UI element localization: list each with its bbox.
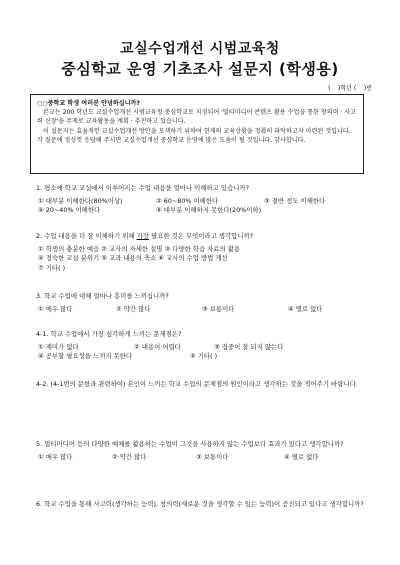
question-6	[36, 500, 372, 510]
option[interactable]: ③ 집중이 잘 되지 않는다	[214, 342, 284, 351]
option[interactable]: ① 학생의 충분한 예습 ② 교사의 자세한 설명 ③ 다양한 학습 자료의 활용	[38, 244, 241, 253]
options	[38, 197, 372, 216]
option-row	[38, 352, 372, 362]
option[interactable]: ① 매우 많다	[38, 304, 73, 313]
option[interactable]: ① 재미가 없다	[38, 342, 79, 351]
intro-box	[30, 94, 364, 174]
option[interactable]: ⑦ 기타( )	[38, 263, 66, 272]
option[interactable]: ④ 공부할 필요성을 느끼지 못한다	[38, 352, 133, 361]
intro-paragraph-1: 본교는 200 학년도 교실수업개선 시범교육청 중심학교로 지정되어 '멀티미디어 콘텐츠 활용 수업을 통한 창의력 · 사고력 신장'을 주제로 교육활동을 계획 · 추진하고 있습니다.	[37, 109, 357, 126]
option[interactable]: ② 60~80% 이해한다	[156, 196, 219, 205]
option[interactable]: ③ 보통이다	[202, 304, 235, 313]
option-row	[38, 245, 372, 255]
option[interactable]: ④ 별로 없다	[284, 452, 319, 461]
option[interactable]: ① 대부분 이해한다(80%이상)	[38, 196, 123, 205]
intro-paragraph-2: 이 설문지는 효율적인 교실수업개선 방안을 모색하기 위하여 현재의 교육상황을 정확히 파악하고자 마련된 것입니다. 각 질문에 정성껏 응답해 주시면 교실수업개선 중심학교 운영에 많은 도움이 될 것입니다. 감사합니다.	[37, 127, 351, 144]
option[interactable]: ⑤ 대부분 이해하지 못한다(20%이하)	[156, 206, 262, 215]
question-text: 4-1. 학교 수업에서 가장 심각하게 느끼는 문제점은?	[36, 330, 182, 338]
option-row	[38, 343, 372, 353]
question-4-2	[36, 380, 372, 390]
question-text: 6. 학교 수업을 통해 사고력(생각하는 능력), 창의력(새로운 것을 생각할 수 있는 능력)이 증진되고 있다고 생각합니까?	[36, 500, 364, 508]
option[interactable]: ④ 20~40% 이해한다	[38, 206, 101, 215]
question-text: 3. 학교 수업에 대해 얼마나 흥미를 느끼십니까?	[36, 292, 169, 300]
question-text: 5. 멀티미디어 등의 다양한 매체를 활용하는 수업이 그것을 사용하지 않는 수업보다 효과가 있다고 생각합니까?	[36, 440, 344, 448]
grade-class-field: ( )학년 ( )반	[328, 85, 372, 92]
option[interactable]: ④ 별로 없다	[288, 304, 323, 313]
question-3	[36, 292, 372, 314]
option[interactable]: ⑤ 기타( )	[190, 352, 218, 361]
question-5	[36, 440, 372, 462]
option[interactable]: ④ 정숙한 교실 분위기 ⑤ 교과 내용의 축소 ⑥ 교사의 수업 방법 개선	[38, 254, 228, 263]
question-text: 4-2. (4-1번의 문항과 관련하여) 본인이 느끼는 학교 수업의 문제점의 원인이라고 생각하는 것을 적어주기 바랍니다.	[36, 380, 358, 388]
option[interactable]: ① 매우 많다	[38, 452, 73, 461]
options	[38, 343, 372, 362]
question-1	[36, 184, 372, 216]
option-row	[38, 453, 372, 463]
option-row	[38, 305, 372, 315]
option[interactable]: ③ 절반 정도 이해한다	[264, 196, 326, 205]
question-text: 2. 수업 내용을 더 잘 이해하기 위해 가장 필요한 것은 무엇이라고 생각합니까?	[36, 232, 254, 240]
option-row	[38, 197, 372, 207]
option[interactable]: ② 약간 많다	[112, 452, 147, 461]
options	[38, 245, 372, 274]
option[interactable]: ③ 보통이다	[196, 452, 229, 461]
options	[38, 453, 372, 463]
intro-greeting: ○○중학교 학생 여러분 안녕하십니까?	[37, 100, 140, 107]
option-row	[38, 264, 372, 274]
options	[38, 305, 372, 315]
option[interactable]: ② 약간 많다	[116, 304, 151, 313]
option-row	[38, 254, 372, 264]
option-row	[38, 206, 372, 216]
question-text: 1. 평소에 학교 교실에서 이루어지는 수업 내용을 얼마나 이해하고 있습니까?	[36, 184, 249, 192]
document-subtitle: 중심학교 운영 기초조사 설문지 (학생용)	[61, 60, 339, 78]
option[interactable]: ② 내용이 어렵다	[134, 342, 181, 351]
emphasis: 가장	[136, 232, 149, 240]
question-2	[36, 232, 372, 273]
question-4-1	[36, 330, 372, 362]
document-title: 교실수업개선 시범교육청	[120, 41, 280, 57]
